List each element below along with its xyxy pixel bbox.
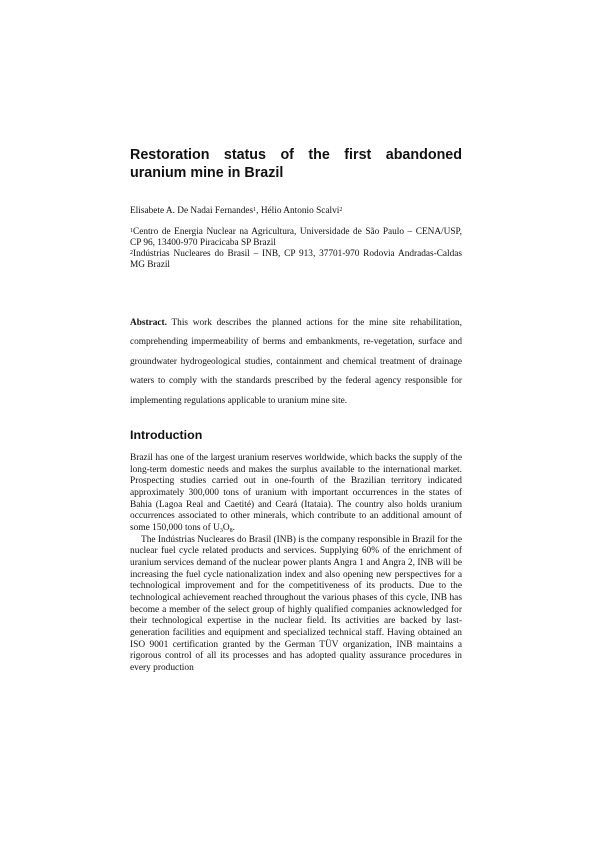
section-body — [130, 453, 462, 674]
affiliation-text: Indústrias Nucleares do Brasil – INB, CP 913, 37701-970 Rodovia Andradas-Caldas MG Brazil — [130, 249, 462, 270]
affiliation-list — [130, 227, 462, 271]
author-name: Hélio Antonio Scalvi — [260, 206, 340, 216]
author-list — [130, 205, 462, 217]
subscript: 3 — [219, 527, 223, 534]
body-paragraph — [130, 453, 462, 535]
section-heading: Introduction — [130, 428, 203, 442]
abstract-text: This work describes the planned actions for the mine site rehabilitation, comprehending impermeability of berms and embankments, re-vegetation, surface and groundwater hydrogeological studies, containment and chemical treatment of drainage waters to comply with the standards prescribed by the federal agency responsible for implementing regulations applicable to uranium mine site. — [130, 318, 462, 406]
affiliation-marker: 1 — [130, 228, 133, 234]
abstract-label: Abstract. — [130, 318, 167, 328]
paragraph-end: . — [232, 522, 235, 533]
subscript: 8 — [229, 527, 233, 534]
affiliation-marker: 2 — [339, 207, 343, 213]
paper-title: Restoration status of the first abandoned uranium mine in Brazil — [130, 147, 462, 181]
body-paragraph: The Indústrias Nucleares do Brasil (INB) is the company responsible in Brazil for the nuclear fuel cycle related products and services. Supplying 60% of the enrichment of uranium services demand of the nuclear power plants Angra 1 and Angra 2, INB will be increasing the fuel cycle nationalization index and also opening new perspectives for a technological improvement and for the competitiveness of its products. Due to the technological achievement reached throughout the various phases of this cycle, INB has become a member of the select group of highly qualified companies acknowledged for their technological expertise in the nuclear field. Its activities are backed by last-generation facilities and equipment and specialized technical staff. Having obtained an ISO 9001 certification granted by the German TÜV organization, INB maintains a rigorous control of all its processes and has adopted quality assurance procedures in every production — [130, 534, 463, 673]
affiliation-marker: 2 — [130, 250, 133, 256]
affiliation — [130, 227, 462, 249]
formula-text: O — [222, 522, 230, 533]
affiliation — [130, 249, 462, 271]
affiliation-marker: 1 — [253, 207, 257, 213]
paragraph-text: Brazil has one of the largest uranium reserves worldwide, which backs the supply of the long-term domestic needs and makes the surplus available to the international market. Prospecting studies carried out in one-fourth of the Brazilian territory indicated approximately 300,000 tons of uranium with important occurrences in the states of Bahia (Lagoa Real and Caetité) and Ceará (Itataia). The country also holds uranium occurrences associated to other minerals, which contribute to an additional amount of some 150,000 tons of U — [130, 453, 462, 533]
author-separator: , — [256, 206, 261, 216]
abstract — [130, 314, 462, 411]
author-name: Elisabete A. De Nadai Fernandes — [130, 206, 254, 216]
affiliation-text: Centro de Energia Nuclear na Agricultura, Universidade de São Paulo – CENA/USP, CP 96, 13400-970 Piracicaba SP Brazil — [130, 227, 462, 248]
